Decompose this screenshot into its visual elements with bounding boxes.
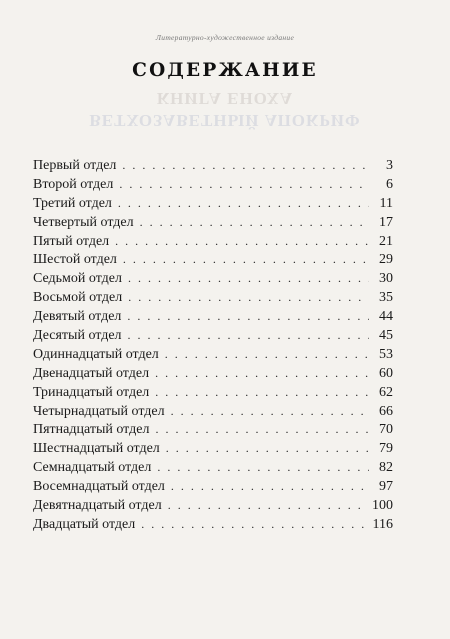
dot-leader [140, 213, 369, 232]
toc-entry-label: Девятый отдел [33, 309, 122, 325]
dot-leader [155, 383, 369, 402]
toc-entry-label: Второй отдел [33, 176, 114, 192]
toc-entry-page: 30 [379, 271, 393, 287]
toc-entry-label: Шестой отдел [33, 252, 117, 268]
page-title: СОДЕРЖАНИЕ [132, 60, 318, 81]
dot-leader [157, 458, 369, 477]
toc-entry [33, 515, 393, 534]
toc-entry [33, 420, 393, 439]
toc-entry-label: Седьмой отдел [33, 271, 122, 287]
toc-entry-page: 60 [379, 365, 393, 381]
dot-leader [118, 194, 369, 213]
toc-entry-label: Девятнадцатый отдел [33, 498, 162, 514]
toc-entry-page: 6 [386, 176, 393, 192]
toc-entry [33, 364, 393, 383]
dot-leader [168, 496, 366, 515]
toc-entry-label: Первый отдел [33, 158, 117, 173]
toc-entry-page: 21 [379, 233, 393, 249]
toc-entry-page: 116 [372, 516, 393, 532]
dot-leader [128, 269, 369, 288]
toc-entry [33, 383, 393, 402]
toc-entry-page: 53 [379, 346, 393, 362]
toc-entry-label: Пятый отдел [33, 233, 110, 249]
toc-entry-label: Двенадцатый отдел [33, 365, 150, 381]
dot-leader [115, 232, 369, 251]
dot-leader [119, 175, 369, 194]
toc-entry-label: Третий отдел [33, 195, 112, 211]
toc-entry-page: 29 [379, 252, 393, 268]
toc-entry-label: Пятнадцатый отдел [33, 422, 150, 438]
toc-entry [33, 175, 393, 194]
dot-leader [141, 515, 366, 534]
toc-entry-label: Четырнадцатый отдел [33, 403, 165, 419]
toc-entry-page: 62 [379, 384, 393, 400]
toc-entry-label: Четвертый отдел [33, 214, 134, 230]
dot-leader [165, 345, 369, 364]
toc-entry-page: 45 [379, 328, 393, 344]
toc-entry-label: Одиннадцатый отдел [33, 346, 159, 362]
toc-entry-page: 11 [379, 195, 393, 211]
toc-entry [33, 345, 393, 364]
dot-leader [128, 326, 369, 345]
toc-entry-label: Восемнадцатый отдел [33, 479, 165, 495]
dot-leader [166, 439, 369, 458]
toc-entry [33, 439, 393, 458]
toc-entry-page: 3 [386, 158, 393, 173]
toc-entry [33, 496, 393, 515]
toc-entry [33, 156, 393, 175]
dot-leader [171, 402, 369, 421]
toc-entry [33, 326, 393, 345]
dot-leader [128, 288, 369, 307]
toc-entry-label: Семнадцатый отдел [33, 460, 152, 476]
toc-entry-page: 17 [379, 214, 393, 230]
toc-entry [33, 288, 393, 307]
toc-entry-page: 35 [379, 290, 393, 306]
toc-entry [33, 402, 393, 421]
toc-entry [33, 477, 393, 496]
toc-entry-page: 66 [379, 403, 393, 419]
toc-entry-page: 70 [379, 422, 393, 438]
toc-entry [33, 213, 393, 232]
toc-entry-page: 79 [379, 441, 393, 457]
show-through-text-1: КНИГА ЕНОХА [156, 89, 294, 108]
dot-leader [155, 364, 369, 383]
dot-leader [127, 307, 369, 326]
toc-entry-page: 82 [379, 460, 393, 476]
toc-entry-page: 97 [379, 479, 393, 495]
toc-entry-label: Тринадцатый отдел [33, 384, 150, 400]
dot-leader [155, 420, 369, 439]
toc-entry [33, 194, 393, 213]
toc-entry [33, 250, 393, 269]
show-through-text-2: ВЕТХОЗАВЕТНЫЙ АПОКРИФ [89, 111, 361, 130]
table-of-contents [33, 156, 393, 534]
dot-leader [122, 156, 369, 175]
toc-entry-label: Шестнадцатый отдел [33, 441, 160, 457]
toc-entry [33, 269, 393, 288]
toc-entry [33, 458, 393, 477]
toc-entry-label: Восьмой отдел [33, 290, 123, 306]
dot-leader [171, 477, 369, 496]
toc-entry [33, 232, 393, 251]
toc-entry-label: Двадцатый отдел [33, 516, 136, 532]
toc-entry-page: 44 [379, 309, 393, 325]
toc-entry-page: 100 [372, 498, 393, 514]
running-head: Литературно-художественное издание [155, 33, 295, 42]
toc-entry-label: Десятый отдел [33, 328, 122, 344]
dot-leader [123, 250, 369, 269]
toc-entry [33, 307, 393, 326]
